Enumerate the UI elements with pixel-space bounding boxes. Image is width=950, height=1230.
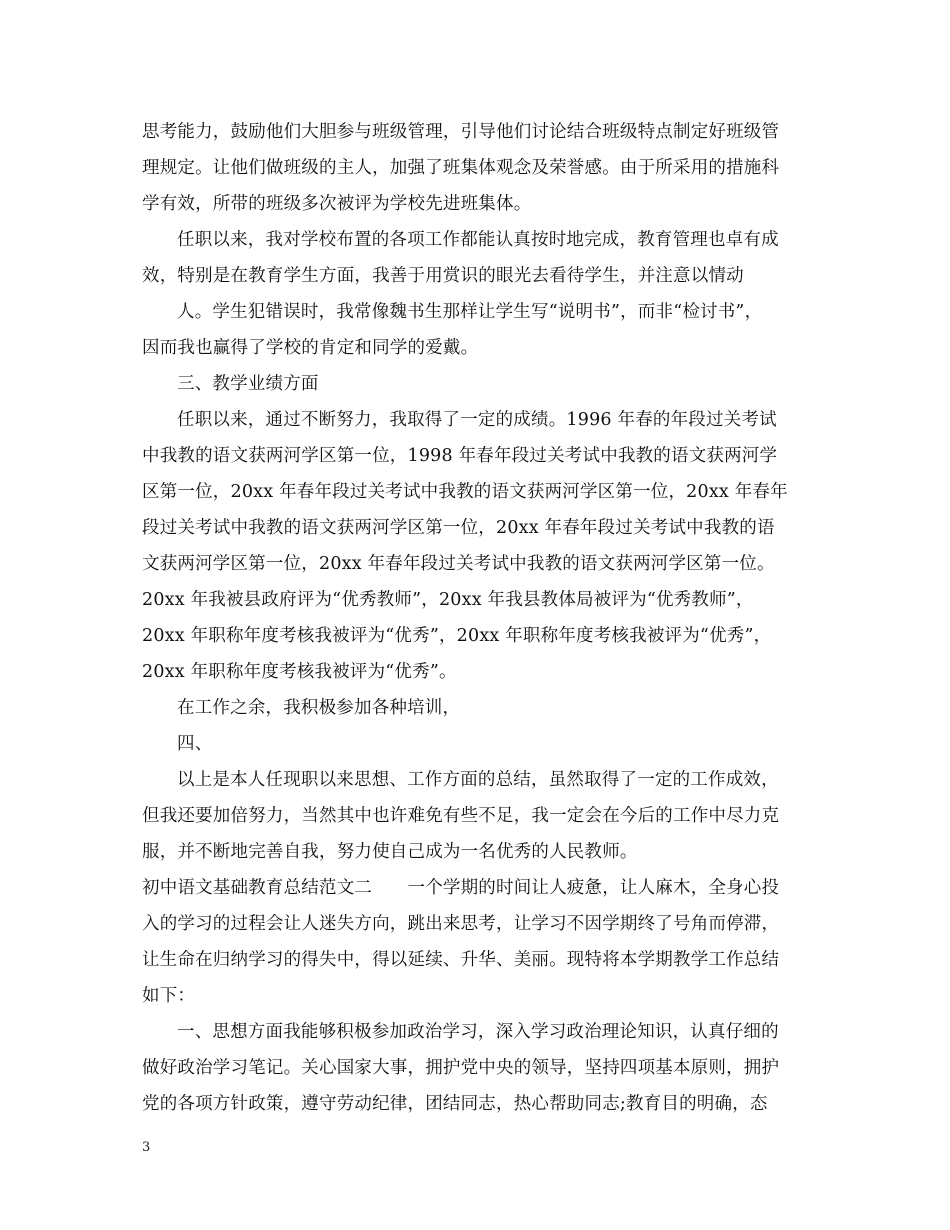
text-line: 任职以来，通过不断努力，我取得了一定的成绩。1996 年春的年段过关考试: [177, 410, 777, 430]
text-line: 初中语文基础教育总结范文二 一个学期的时间让人疲惫，让人麻木，全身心投: [142, 878, 780, 898]
text-line: 在工作之余，我积极参加各种培训，: [177, 698, 461, 718]
text-line: 理规定。让他们做班级的主人，加强了班集体观念及荣誉感。由于所采用的措施科: [142, 158, 780, 178]
text-line: 以上是本人任现职以来思想、工作方面的总结，虽然取得了一定的工作成效，: [177, 770, 779, 790]
text-line: 20xx 年职称年度考核我被评为“优秀”，20xx 年职称年度考核我被评为“优秀”，: [142, 626, 772, 646]
text-line: 效，特别是在教育学生方面，我善于用赏识的眼光去看待学生，并注意以情动: [142, 266, 744, 286]
text-line: 服，并不断地完善自我，努力使自己成为一名优秀的人民教师。: [142, 842, 638, 862]
text-line: 一、思想方面我能够积极参加政治学习，深入学习政治理论知识，认真仔细的: [177, 1022, 779, 1042]
text-line: 党的各项方针政策，遵守劳动纪律，团结同志，热心帮助同志;教育目的明确，态: [142, 1094, 768, 1114]
text-line: 做好政治学习笔记。关心国家大事，拥护党中央的领导，坚持四项基本原则，拥护: [142, 1058, 780, 1078]
text-line: 文获两河学区第一位，20xx 年春年段过关考试中我教的语文获两河学区第一位。: [142, 554, 775, 574]
text-line: 如下：: [142, 986, 196, 1006]
section-heading: 四、: [177, 734, 213, 754]
text-line: 20xx 年我被县政府评为“优秀教师”，20xx 年我县教体局被评为“优秀教师”，: [142, 590, 754, 610]
text-line: 因而我也赢得了学校的肯定和同学的爱戴。: [142, 338, 479, 358]
text-line: 思考能力，鼓励他们大胆参与班级管理，引导他们讨论结合班级特点制定好班级管: [142, 122, 780, 142]
text-line: 任职以来，我对学校布置的各项工作都能认真按时地完成，教育管理也卓有成: [177, 230, 779, 250]
text-line: 但我还要加倍努力，当然其中也许难免有些不足，我一定会在今后的工作中尽力克: [142, 806, 780, 826]
text-line: 区第一位，20xx 年春年段过关考试中我教的语文获两河学区第一位，20xx 年春年: [142, 482, 788, 502]
text-line: 入的学习的过程会让人迷失方向，跳出来思考，让学习不因学期终了号角而停滞，: [142, 914, 780, 934]
page-number: 3: [142, 1140, 151, 1155]
text-line: 让生命在归纳学习的得失中，得以延续、升华、美丽。现特将本学期教学工作总结: [142, 950, 780, 970]
text-line: 中我教的语文获两河学区第一位，1998 年春年段过关考试中我教的语文获两河学: [142, 446, 778, 466]
text-line: 人。学生犯错误时，我常像魏书生那样让学生写“说明书”，而非“检讨书”，: [177, 302, 763, 322]
section-heading: 三、教学业绩方面: [177, 374, 319, 394]
text-line: 学有效，所带的班级多次被评为学校先进班集体。: [142, 194, 532, 214]
text-line: 段过关考试中我教的语文获两河学区第一位，20xx 年春年段过关考试中我教的语: [142, 518, 775, 538]
text-line: 20xx 年职称年度考核我被评为“优秀”。: [142, 662, 457, 682]
